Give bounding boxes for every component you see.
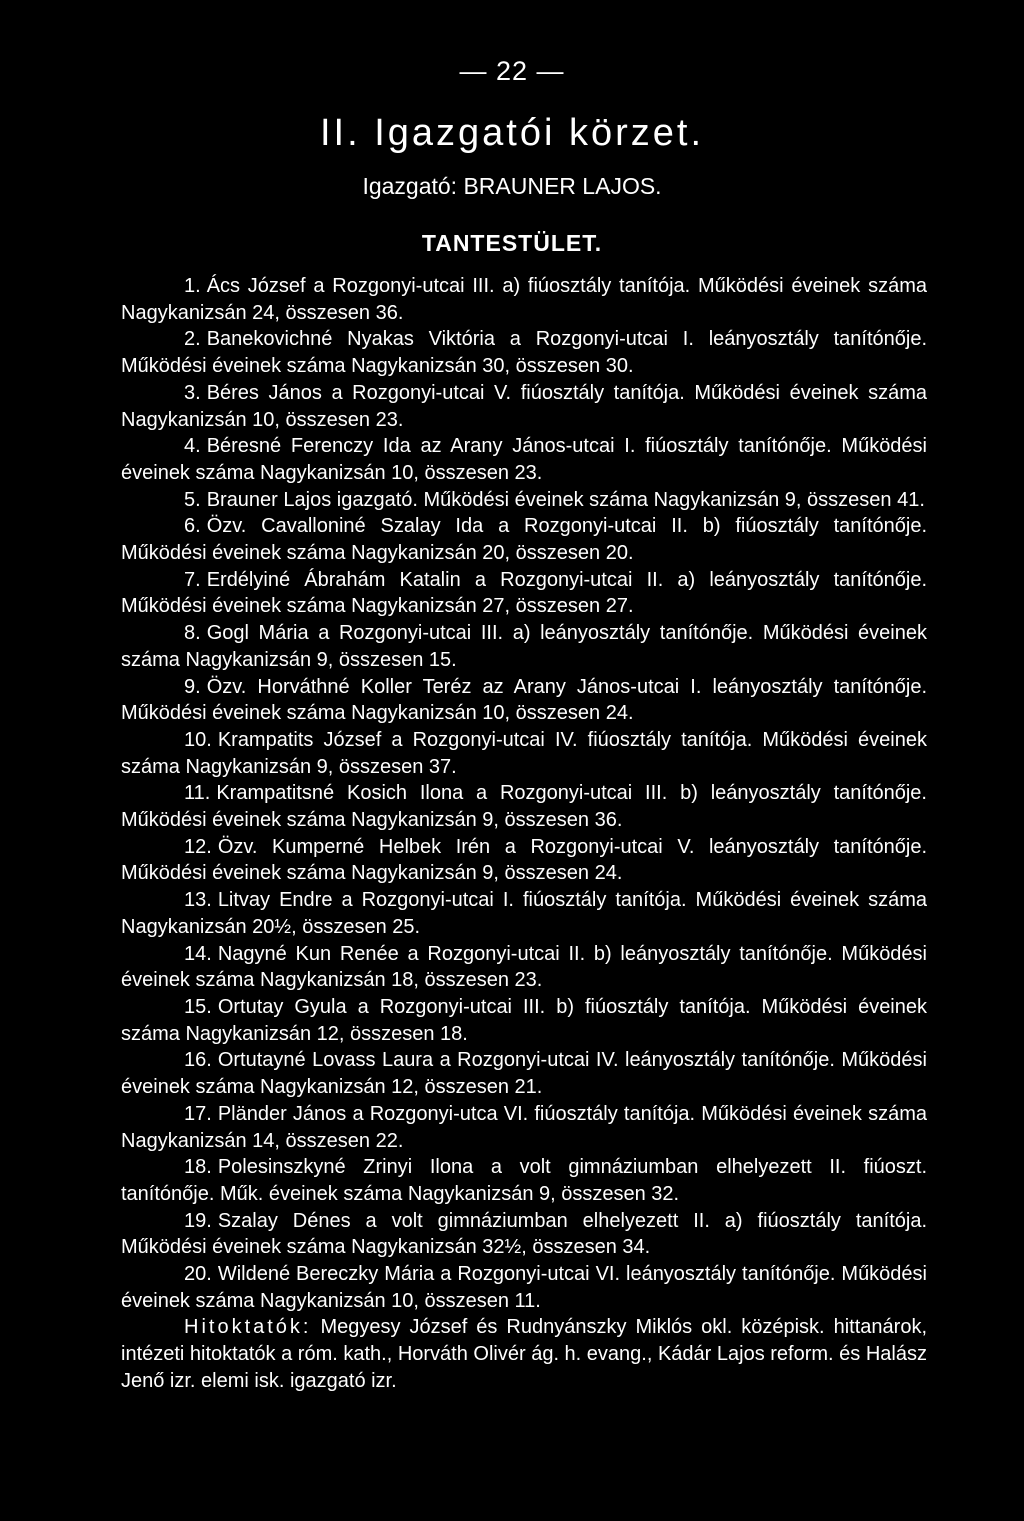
entry-text: Pländer János a Rozgonyi-utca VI. fiúosztály tanítója. Működési éveinek száma Nagykanizsán 14, összesen 22. bbox=[121, 1102, 927, 1152]
religion-teachers-note bbox=[121, 1314, 927, 1394]
staff-entry-5 bbox=[121, 487, 927, 514]
entry-number: 2. bbox=[184, 328, 201, 351]
staff-entry-4 bbox=[121, 433, 927, 486]
entry-text: Béresné Ferenczy Ida az Arany János-utcai I. fiúosztály tanítónője. Működési éveinek száma Nagykanizsán 10, összesen 23. bbox=[121, 435, 927, 484]
section-title: TANTESTÜLET. bbox=[421, 230, 603, 256]
entry-number: 18. bbox=[184, 1156, 212, 1179]
entry-number: 15. bbox=[184, 995, 212, 1018]
staff-entry-6 bbox=[121, 513, 927, 566]
entry-text: Nagyné Kun Renée a Rozgonyi-utcai II. b) leányosztály tanítónője. Működési éveinek száma Nagykanizsán 18, összesen 23. bbox=[121, 942, 927, 992]
entry-text: Krampatits József a Rozgonyi-utcai IV. fiúosztály tanítója. Működési éveinek száma Nagykanizsán 9, összesen 37. bbox=[121, 728, 927, 778]
staff-entry-14 bbox=[121, 941, 927, 994]
staff-entry-9 bbox=[121, 674, 927, 727]
page-number: — 22 — bbox=[459, 56, 565, 86]
entry-number: 13. bbox=[184, 889, 212, 912]
staff-entry-1 bbox=[121, 273, 927, 326]
entry-number: 4. bbox=[184, 435, 201, 458]
entry-text: Erdélyiné Ábrahám Katalin a Rozgonyi-utcai II. a) leányosztály tanítónője. Működési éveinek száma Nagykanizsán 27, összesen 27. bbox=[121, 568, 927, 618]
entry-number: 12. bbox=[184, 835, 212, 858]
entry-text: Litvay Endre a Rozgonyi-utcai I. fiúosztály tanítója. Működési éveinek száma Nagykanizsán 20½, összesen 25. bbox=[121, 889, 927, 938]
entry-number: 8. bbox=[184, 622, 201, 645]
entry-text: Wildené Bereczky Mária a Rozgonyi-utcai VI. leányosztály tanítónője. Működési éveinek száma Nagykanizsán 10, összesen 11. bbox=[121, 1263, 927, 1312]
entry-text: Ács József a Rozgonyi-utcai III. a) fiúosztály tanítója. Működési éveinek száma Nagykanizsán 24, összesen 36. bbox=[121, 275, 927, 324]
staff-entry-7 bbox=[121, 567, 927, 620]
entry-text: Béres János a Rozgonyi-utcai V. fiúosztály tanítója. Működési éveinek száma Nagykanizsán 10, összesen 23. bbox=[121, 381, 927, 431]
staff-entry-10 bbox=[121, 727, 927, 780]
entry-text: Ortutayné Lovass Laura a Rozgonyi-utcai IV. leányosztály tanítónője. Működési éveinek száma Nagykanizsán 12, összesen 21. bbox=[121, 1049, 927, 1099]
staff-entry-16 bbox=[121, 1047, 927, 1100]
entry-text: Brauner Lajos igazgató. Működési éveinek száma Nagykanizsán 9, összesen 41. bbox=[206, 488, 925, 511]
entry-text: Özv. Kumperné Helbek Irén a Rozgonyi-utcai V. leányosztály tanítónője. Működési éveinek száma Nagykanizsán 9, összesen 24. bbox=[121, 835, 927, 885]
staff-entry-19 bbox=[121, 1208, 927, 1261]
chapter-title: II. Igazgatói körzet. bbox=[319, 112, 705, 154]
staff-entry-17 bbox=[121, 1101, 927, 1154]
entry-number: 16. bbox=[184, 1049, 212, 1072]
entry-number: 6. bbox=[184, 515, 201, 538]
entry-number: 9. bbox=[184, 675, 201, 698]
entry-text: Krampatitsné Kosich Ilona a Rozgonyi-utcai III. b) leányosztály tanítónője. Működési éveinek száma Nagykanizsán 9, összesen 36. bbox=[121, 782, 927, 832]
staff-entry-11 bbox=[121, 780, 927, 833]
religion-teachers-label: Hitoktatók: bbox=[184, 1316, 312, 1339]
entry-number: 20. bbox=[184, 1263, 212, 1286]
entry-number: 17. bbox=[184, 1102, 212, 1125]
religion-teachers-text: Megyesy József és Rudnyánszky Miklós okl. középisk. hittanárok, intézeti hitoktatók a róm. kath., Horváth Olivér ág. h. evang., Kádár Lajos reform. és Halász Jenő izr. elemi isk. igazgató izr. bbox=[121, 1316, 927, 1392]
staff-entry-3 bbox=[121, 380, 927, 433]
entry-number: 19. bbox=[184, 1209, 212, 1232]
staff-entry-2 bbox=[121, 326, 927, 379]
entry-text: Szalay Dénes a volt gimnáziumban elhelyezett II. a) fiúosztály tanítója. Működési éveinek száma Nagykanizsán 32½, összesen 34. bbox=[121, 1209, 927, 1259]
staff-entry-12 bbox=[121, 834, 927, 887]
entry-number: 11. bbox=[184, 782, 211, 805]
entry-text: Polesinszkyné Zrinyi Ilona a volt gimnáziumban elhelyezett II. fiúoszt. tanítónője. Műk. éveinek száma Nagykanizsán 9, összesen 32. bbox=[121, 1156, 927, 1205]
entry-text: Banekovichné Nyakas Viktória a Rozgonyi-utcai I. leányosztály tanítónője. Működési éveinek száma Nagykanizsán 30, összesen 30. bbox=[121, 328, 927, 378]
entry-text: Gogl Mária a Rozgonyi-utcai III. a) leányosztály tanítónője. Működési éveinek száma Nagykanizsán 9, összesen 15. bbox=[121, 622, 927, 671]
entry-number: 5. bbox=[184, 488, 201, 511]
entry-number: 1. bbox=[184, 275, 201, 297]
entry-text: Özv. Cavalloniné Szalay Ida a Rozgonyi-utcai II. b) fiúosztály tanítónője. Működési éveinek száma Nagykanizsán 20, összesen 20. bbox=[121, 515, 927, 565]
entry-number: 10. bbox=[184, 728, 212, 751]
staff-entry-20 bbox=[121, 1261, 927, 1314]
staff-entry-15 bbox=[121, 994, 927, 1047]
entry-number: 3. bbox=[184, 381, 201, 404]
entry-number: 14. bbox=[184, 942, 212, 965]
entry-text: Özv. Horváthné Koller Teréz az Arany János-utcai I. leányosztály tanítónője. Működési éveinek száma Nagykanizsán 10, összesen 24. bbox=[121, 675, 927, 725]
entry-text: Ortutay Gyula a Rozgonyi-utcai III. b) fiúosztály tanítója. Működési éveinek száma Nagykanizsán 12, összesen 18. bbox=[121, 995, 927, 1045]
staff-entry-18 bbox=[121, 1154, 927, 1207]
entry-number: 7. bbox=[184, 568, 201, 591]
staff-list bbox=[121, 273, 927, 1395]
staff-entry-13 bbox=[121, 887, 927, 940]
staff-entry-8 bbox=[121, 620, 927, 673]
director-line: Igazgató: BRAUNER LAJOS. bbox=[362, 173, 662, 199]
